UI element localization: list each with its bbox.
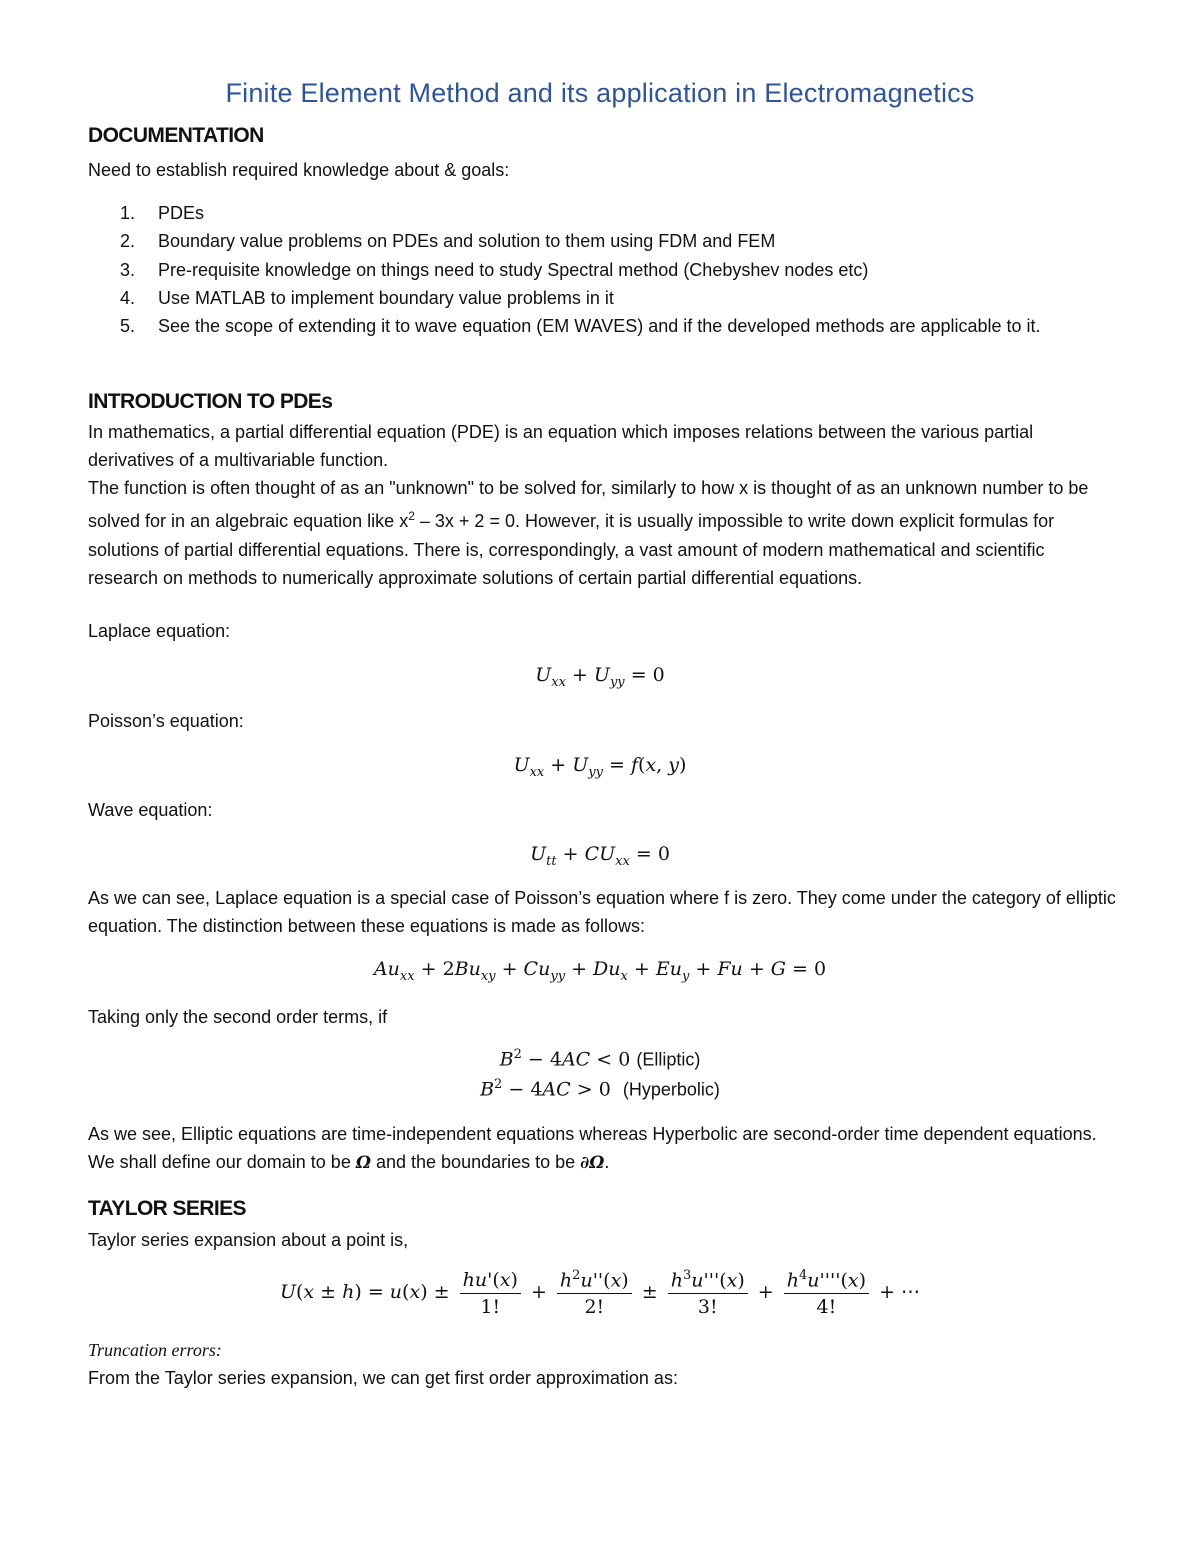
taylor-intro: Taylor series expansion about a point is, <box>88 1230 409 1250</box>
heading-introduction-pdes: INTRODUCTION TO PDEs <box>88 390 333 413</box>
elliptic-condition: $B^2 - 4AC < 0$ (Elliptic) <box>499 1047 701 1071</box>
list-item: 5. See the scope of extending it to wave equation (EM WAVES) and if the developed methods are applicable to it. <box>120 316 1041 337</box>
wave-label: Wave equation: <box>88 800 213 820</box>
laplace-equation: $U_{xx} + U_{yy} = 0$ <box>535 664 665 690</box>
wave-equation: $U_{tt} + CU_{xx} = 0$ <box>530 843 670 869</box>
general-second-order-equation: $Au_{xx} + 2Bu_{xy} + Cu_{yy} + Du_x + Eu_y + Fu + G = 0$ <box>373 958 827 984</box>
pde-unknown-paragraph: The function is often thought of as an "unknown" to be solved for, similarly to how x is thought of as an unknown number to be solved for in an algebraic equation like $x^2 - 3x + 2 = 0$. However, it is usually impossible to write down explicit formulas for solutions of partial differential equations. There is, correspondingly, a vast amount of modern mathematical and scientific research on methods to numerically approximate solutions of certain partial differential equations. <box>88 478 1089 588</box>
domain-paragraph: As we see, Elliptic equations are time-independent equations whereas Hyperbolic are second-order time dependent equations. We shall define our domain to be Ω and the boundaries to be ∂Ω. <box>88 1124 1097 1174</box>
heading-taylor-series: TAYLOR SERIES <box>88 1197 246 1220</box>
second-order-label: Taking only the second order terms, if <box>88 1007 388 1027</box>
document-title: Finite Element Method and its application in Electromagnetics <box>225 78 975 108</box>
hyperbolic-condition: $B^2 - 4AC > 0$ (Hyperbolic) <box>480 1077 720 1101</box>
poisson-label: Poisson’s equation: <box>88 711 244 731</box>
pde-definition-paragraph: In mathematics, a partial differential equation (PDE) is an equation which imposes relations between the various partial derivatives of a multivariable function. <box>88 422 1034 471</box>
taylor-expansion: U(x ± h) = u(x) ± $\frac{hu'(x)}{1!}$ + $\frac{h^2u''(x)}{2!}$ ± $\frac{h^3u'''(x)}{3!}$ + $\frac{h^4u''''(x)}{4!}$ + ⋯ <box>279 1268 921 1319</box>
heading-documentation: DOCUMENTATION <box>88 124 264 147</box>
list-item: 1. PDEs <box>120 203 205 223</box>
list-item: 4. Use MATLAB to implement boundary value problems in it <box>120 287 614 308</box>
elliptic-paragraph: As we can see, Laplace equation is a special case of Poisson’s equation where f is zero. They come under the category of elliptic equation. The distinction between these equations is made as follows: <box>88 888 1116 937</box>
poisson-equation: $U_{xx} + U_{yy} = f(x$, y) <box>513 754 687 780</box>
truncation-errors-label: Truncation errors: <box>88 1340 222 1360</box>
goals-list <box>88 199 1118 340</box>
list-item: 2. Boundary value problems on PDEs and solution to them using FDM and FEM <box>120 231 776 252</box>
list-item: 3. Pre-requisite knowledge on things need to study Spectral method (Chebyshev nodes etc) <box>120 259 869 280</box>
laplace-label: Laplace equation: <box>88 621 231 641</box>
documentation-intro: Need to establish required knowledge about & goals: <box>88 160 510 180</box>
first-order-approx-text: From the Taylor series expansion, we can get first order approximation as: <box>88 1368 678 1388</box>
